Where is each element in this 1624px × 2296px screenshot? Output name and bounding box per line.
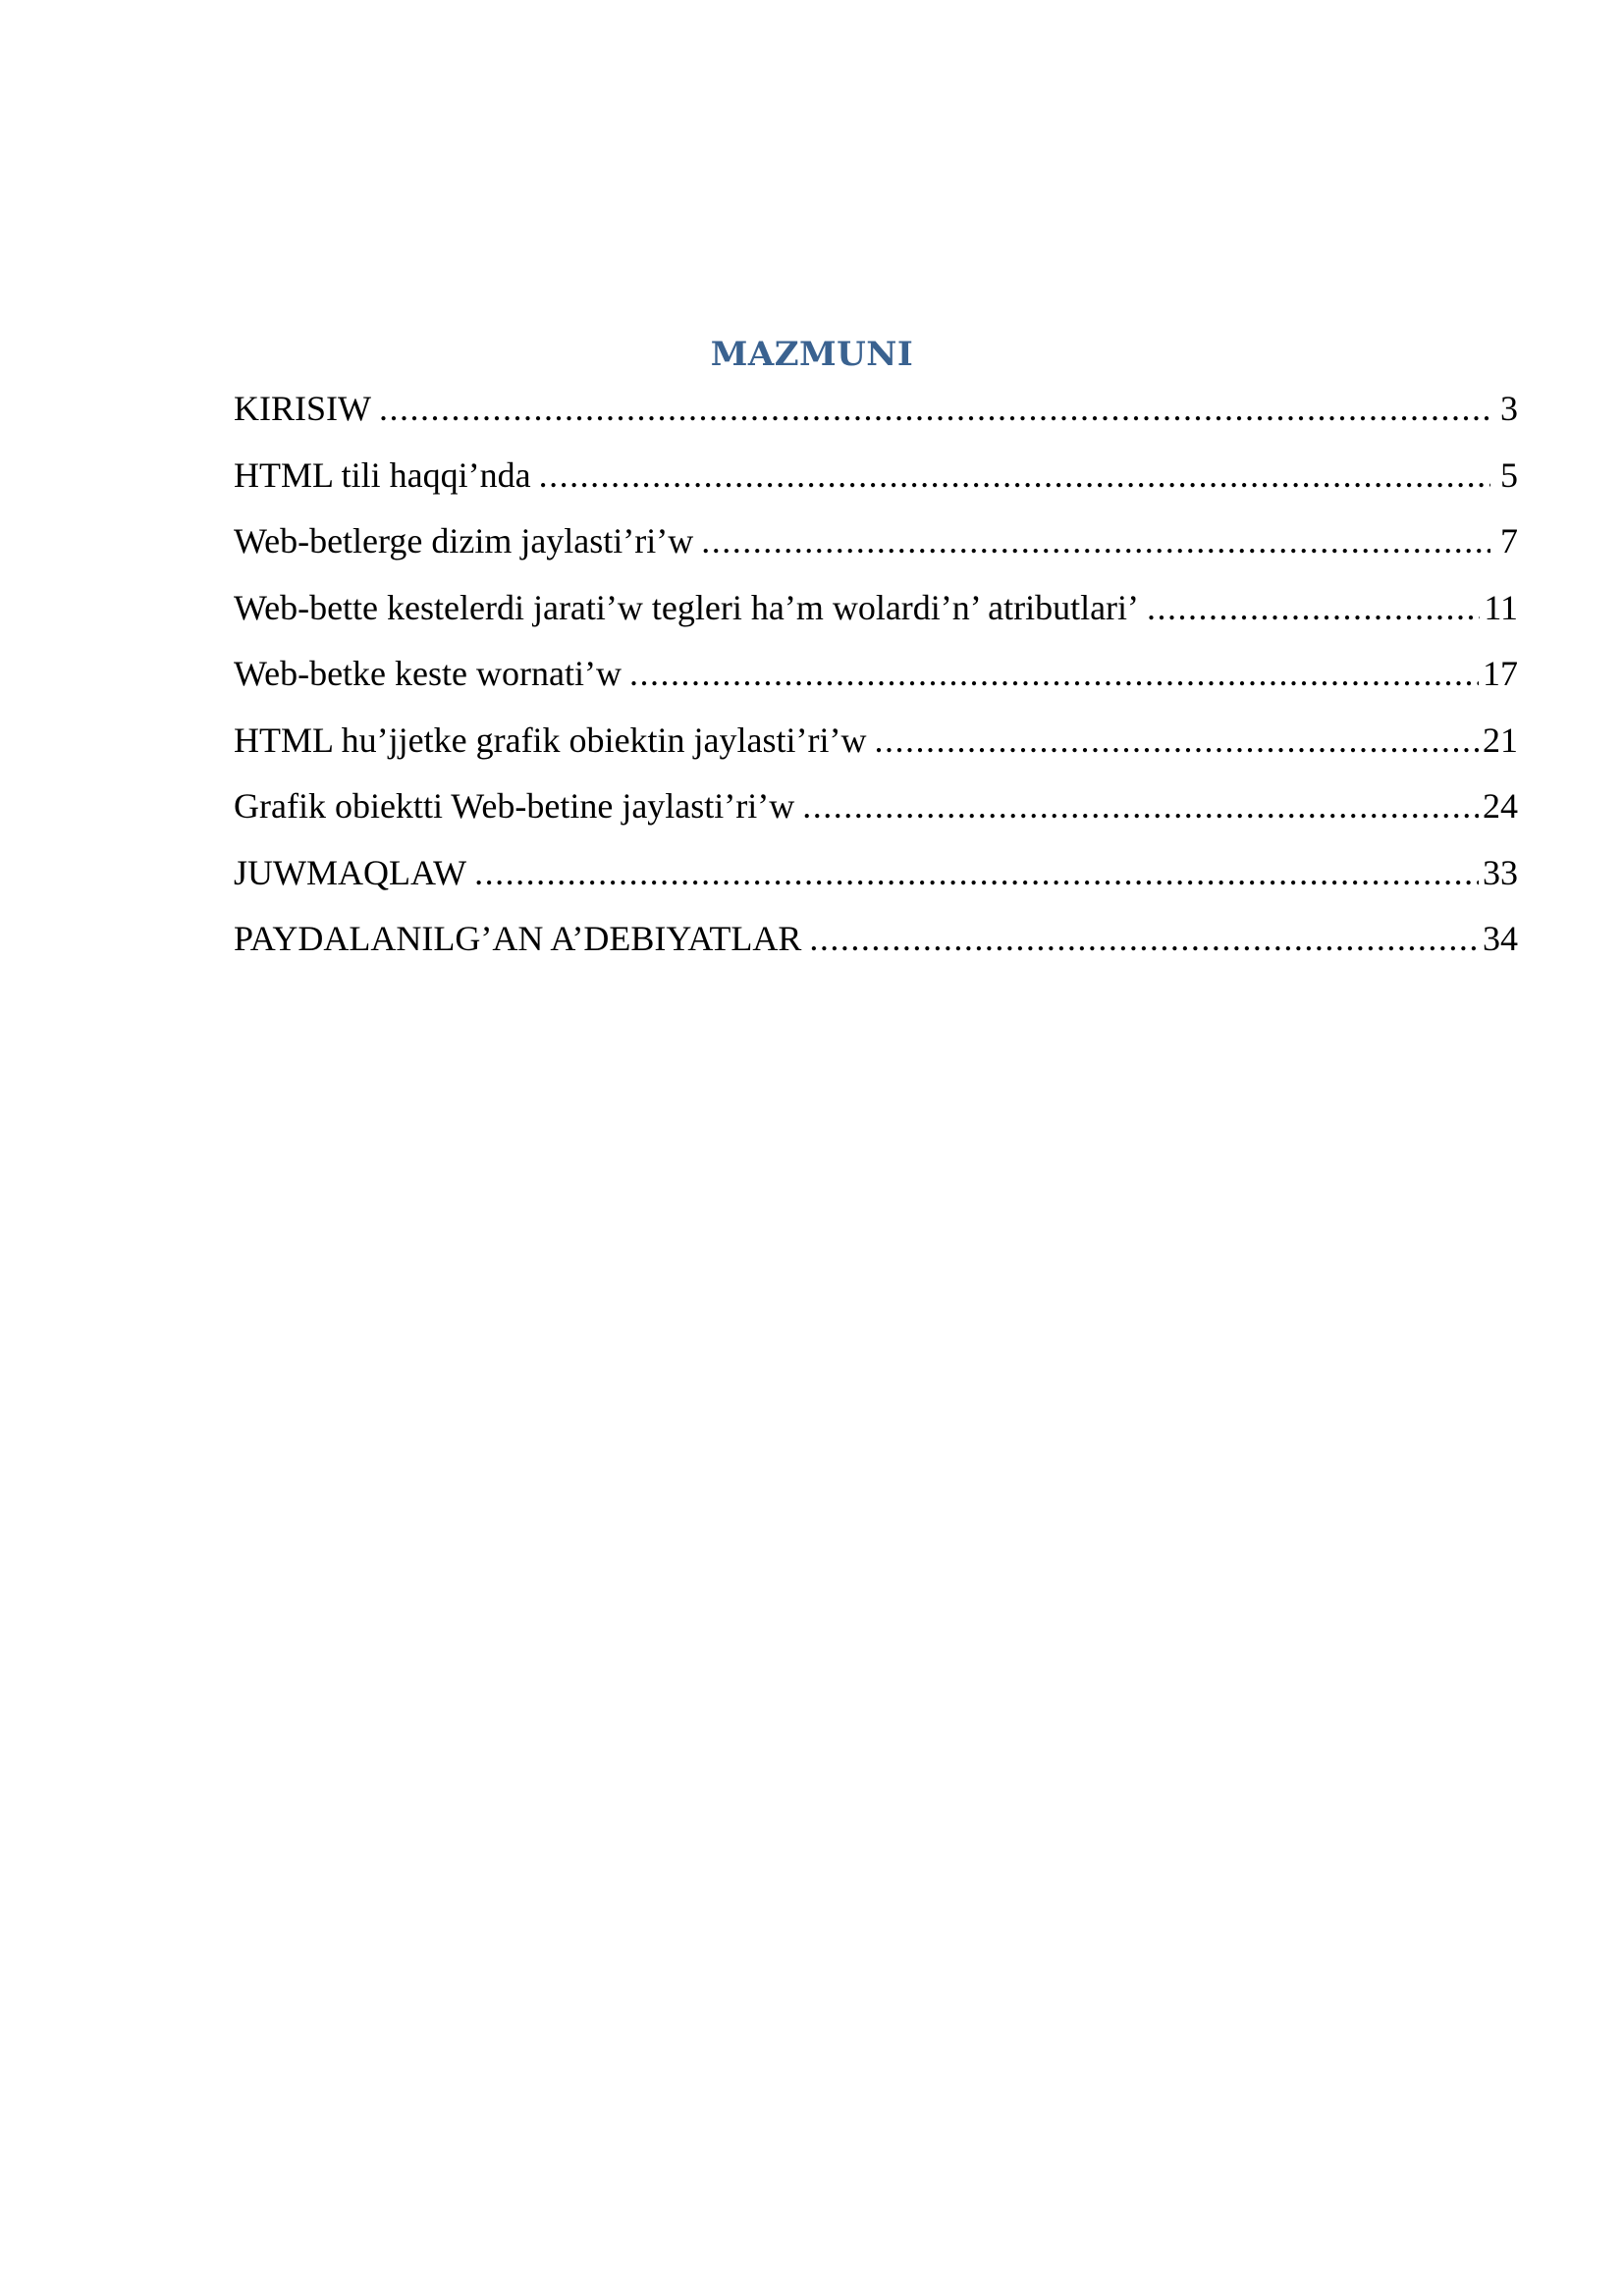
toc-page-number: 3	[1500, 389, 1518, 428]
toc-entry[interactable]	[234, 711, 1518, 777]
toc-entry-text: Grafik obiektti Web-betine jaylasti’ri’w	[234, 786, 795, 826]
toc-page-number: 11	[1484, 587, 1518, 627]
toc-entry-text: KIRISIW	[234, 389, 371, 428]
toc-entry[interactable]	[234, 776, 1518, 843]
toc-dot-leader	[1147, 578, 1480, 637]
toc-entry-text: HTML tili haqqi’nda	[234, 454, 531, 495]
toc-dot-leader	[474, 843, 1479, 902]
toc-entry-text: Web-betke keste wornati’w	[234, 654, 622, 693]
toc-page-number: 24	[1483, 786, 1518, 826]
toc-page-number: 5	[1500, 454, 1518, 495]
toc-title: MAZMUNI	[710, 335, 914, 374]
toc-entry[interactable]	[234, 843, 1518, 910]
toc-entry[interactable]	[234, 644, 1518, 711]
toc-entry-text: HTML hu’jjetke grafik obiektin jaylasti’ri’w	[234, 720, 867, 760]
toc-entry[interactable]	[234, 909, 1518, 976]
toc-page-number: 21	[1483, 720, 1518, 760]
toc-dot-leader	[379, 379, 1490, 438]
table-of-contents	[234, 379, 1518, 976]
toc-dot-leader	[802, 776, 1479, 835]
toc-entry[interactable]	[234, 511, 1518, 578]
toc-dot-leader	[539, 446, 1490, 505]
toc-entry-text: Web-betlerge dizim jaylasti’ri’w	[234, 521, 694, 561]
toc-page-number: 33	[1483, 852, 1518, 892]
toc-entry[interactable]	[234, 446, 1518, 512]
toc-entry-text: PAYDALANILG’AN A’DEBIYATLAR	[234, 919, 802, 958]
toc-entry[interactable]	[234, 379, 1518, 446]
toc-dot-leader	[629, 644, 1479, 703]
toc-entry-text: JUWMAQLAW	[234, 852, 467, 892]
toc-page-number: 17	[1483, 654, 1518, 693]
toc-entry-text: Web-bette kestelerdi jarati’w tegleri ha’m wolardi’n’ atributlari’	[234, 587, 1140, 627]
toc-dot-leader	[874, 711, 1479, 770]
toc-dot-leader	[809, 909, 1479, 968]
toc-page-number: 34	[1483, 919, 1518, 958]
toc-entry[interactable]	[234, 578, 1518, 645]
toc-page-number: 7	[1500, 521, 1518, 561]
toc-dot-leader	[701, 511, 1490, 570]
